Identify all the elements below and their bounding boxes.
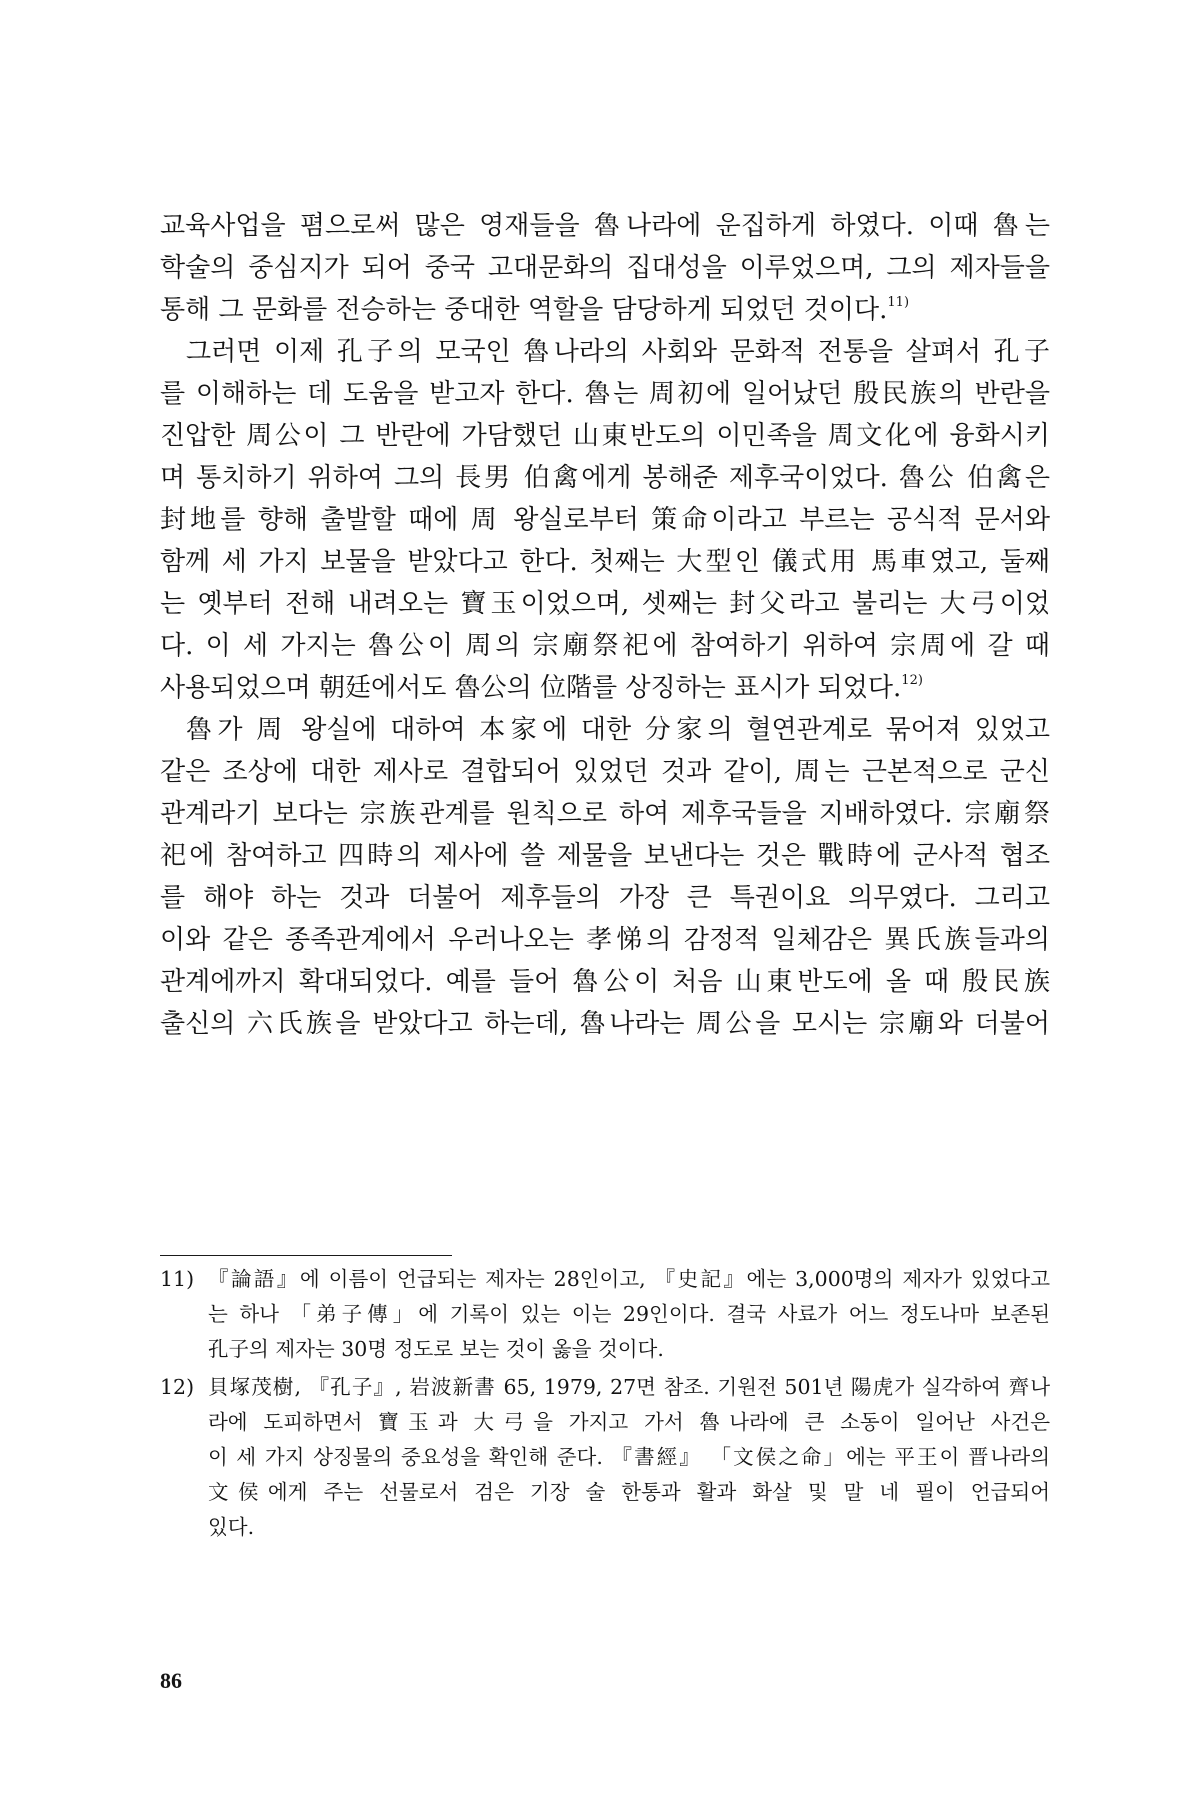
text-line: 관계라기 보다는 宗族관계를 원칙으로 하여 제후국들을 지배하였다. 宗廟祭 <box>160 799 1050 829</box>
page-number: 86 <box>160 1668 182 1693</box>
text-line: 진압한 周公이 그 반란에 가담했던 山東반도의 이민족을 周文化에 융화시키 <box>160 421 1050 451</box>
paragraph-start-line: 그러면 이제 孔子의 모국인 魯나라의 사회와 문화적 전통을 살펴서 孔子 <box>186 337 1050 367</box>
footnote-line: 라에 도피하면서 寶玉과 大弓을 가지고 가서 魯나라에 큰 소동이 일어난 사건은 <box>208 1410 1050 1434</box>
text-line: 관계에까지 확대되었다. 예를 들어 魯公이 처음 山東반도에 올 때 殷民族 <box>160 967 1050 997</box>
text-line: 학술의 중심지가 되어 중국 고대문화의 집대성을 이루었으며, 그의 제자들을 <box>160 253 1050 283</box>
text-line: 같은 조상에 대한 제사로 결합되어 있었던 것과 같이, 周는 근본적으로 군신 <box>160 757 1050 787</box>
footnote-number: 11) <box>160 1267 195 1291</box>
text-line <box>160 289 1050 331</box>
footnote-number: 12) <box>160 1375 195 1399</box>
text-line: 다. 이 세 가지는 魯公이 周의 宗廟祭祀에 참여하기 위하여 宗周에 갈 때 <box>160 631 1050 661</box>
footnote-line: 는 하나 「弟子傳」에 기록이 있는 이는 29인이다. 결국 사료가 어느 정도나마 보존된 <box>208 1302 1050 1326</box>
text-line: 는 옛부터 전해 내려오는 寶玉이었으며, 셋째는 封父라고 불리는 大弓이었 <box>160 589 1050 619</box>
text-line: 封地를 향해 출발할 때에 周 왕실로부터 策命이라고 부르는 공식적 문서와 <box>160 505 1050 535</box>
footnote-line: 文侯에게 주는 선물로서 검은 기장 술 한통과 활과 화살 및 말 네 필이 언급되어 <box>208 1480 1050 1504</box>
footnote-ref: 11) <box>887 295 910 310</box>
text-line-content: 사용되었으며 朝廷에서도 魯公의 位階를 상징하는 표시가 되었다. <box>160 673 902 703</box>
text-line: 祀에 참여하고 四時의 제사에 쓸 제물을 보낸다는 것은 戰時에 군사적 협조 <box>160 841 1050 871</box>
footnote-line: 『論語』에 이름이 언급되는 제자는 28인이고, 『史記』에는 3,000명의 제자가 있었다고 <box>208 1267 1050 1291</box>
text-line: 함께 세 가지 보물을 받았다고 한다. 첫째는 大型인 儀式用 馬車였고, 둘째 <box>160 547 1050 577</box>
text-line: 출신의 六氏族을 받았다고 하는데, 魯나라는 周公을 모시는 宗廟와 더불어 <box>160 1009 1050 1039</box>
footnotes <box>160 1262 1050 1548</box>
text-line: 며 통치하기 위하여 그의 長男 伯禽에게 봉해준 제후국이었다. 魯公 伯禽은 <box>160 463 1050 493</box>
footnote-line: 貝塚茂樹, 『孔子』, 岩波新書 65, 1979, 27면 참조. 기원전 501년 陽虎가 실각하여 齊나 <box>208 1375 1050 1399</box>
footnote-line: 孔子의 제자는 30명 정도로 보는 것이 옳을 것이다. <box>208 1337 664 1361</box>
text-line: 이와 같은 종족관계에서 우러나오는 孝悌의 감정적 일체감은 異氏族들과의 <box>160 925 1050 955</box>
paragraph-start-line: 魯가 周 왕실에 대하여 本家에 대한 分家의 혈연관계로 묶어져 있었고 <box>186 715 1050 745</box>
footnote-11 <box>160 1262 1050 1367</box>
footnote-line: 있다. <box>208 1515 255 1539</box>
footnote-separator <box>160 1255 452 1256</box>
footnote-12 <box>160 1370 1050 1545</box>
body-text <box>160 205 1050 1045</box>
text-line-content: 통해 그 문화를 전승하는 중대한 역할을 담당하게 되었던 것이다. <box>160 295 888 325</box>
text-line: 를 이해하는 데 도움을 받고자 한다. 魯는 周初에 일어났던 殷民族의 반란을 <box>160 379 1050 409</box>
text-line: 를 해야 하는 것과 더불어 제후들의 가장 큰 특권이요 의무였다. 그리고 <box>160 883 1050 913</box>
text-line <box>160 667 1050 709</box>
footnote-line: 이 세 가지 상징물의 중요성을 확인해 준다. 『書經』 「文侯之命」에는 平王이 晋나라의 <box>208 1445 1050 1469</box>
footnote-ref: 12) <box>901 673 923 688</box>
text-line: 교육사업을 폄으로써 많은 영재들을 魯나라에 운집하게 하였다. 이때 魯는 <box>160 211 1050 241</box>
